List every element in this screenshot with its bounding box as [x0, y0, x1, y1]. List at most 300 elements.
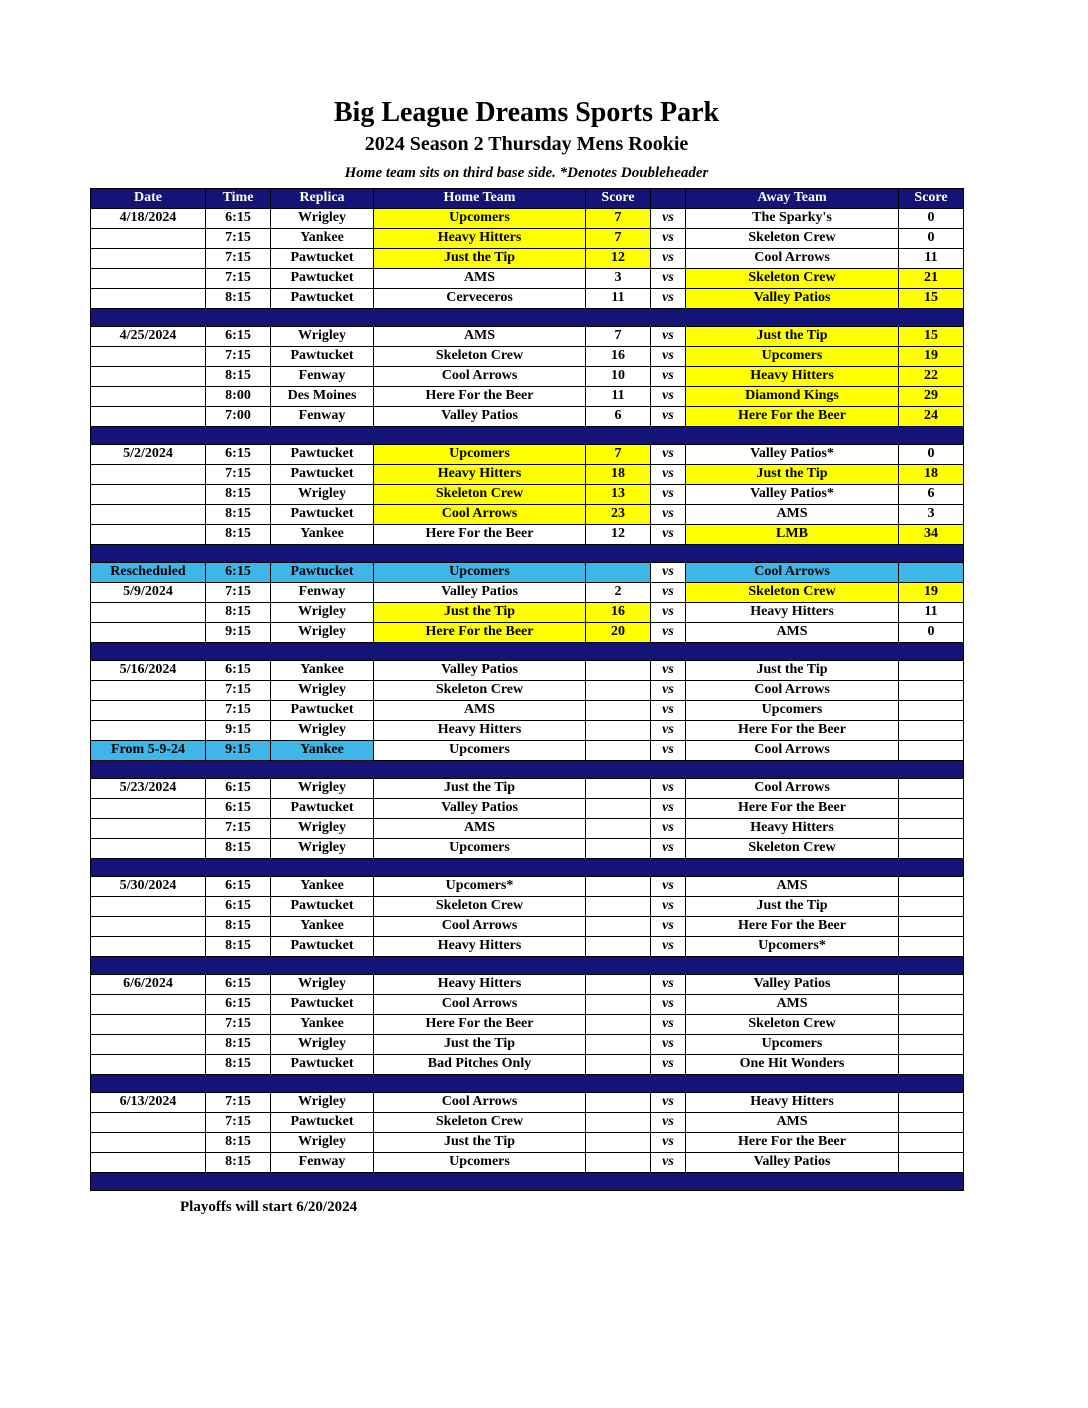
home-score-cell: 2	[586, 582, 651, 602]
replica-cell: Pawtucket	[271, 1054, 374, 1074]
away-team-cell: One Hit Wonders	[686, 1054, 899, 1074]
home-score-cell: 13	[586, 484, 651, 504]
replica-cell: Pawtucket	[271, 994, 374, 1014]
date-cell: 5/2/2024	[91, 444, 206, 464]
replica-cell: Wrigley	[271, 838, 374, 858]
away-score-cell: 15	[899, 288, 964, 308]
header-away-score: Score	[899, 188, 964, 208]
header-time: Time	[206, 188, 271, 208]
home-team-cell: Upcomers	[374, 444, 586, 464]
home-team-cell: Skeleton Crew	[374, 484, 586, 504]
time-cell: 6:15	[206, 208, 271, 228]
replica-cell: Pawtucket	[271, 936, 374, 956]
vs-cell: vs	[651, 798, 686, 818]
home-team-cell: Valley Patios	[374, 660, 586, 680]
date-cell: 5/9/2024	[91, 582, 206, 602]
home-score-cell: 7	[586, 208, 651, 228]
home-score-cell: 11	[586, 386, 651, 406]
separator-row	[91, 858, 964, 876]
replica-cell: Yankee	[271, 228, 374, 248]
vs-cell: vs	[651, 974, 686, 994]
replica-cell: Wrigley	[271, 1034, 374, 1054]
separator-row	[91, 426, 964, 444]
replica-cell: Wrigley	[271, 778, 374, 798]
away-score-cell: 22	[899, 366, 964, 386]
vs-cell: vs	[651, 582, 686, 602]
time-cell: 8:15	[206, 602, 271, 622]
separator-row	[91, 956, 964, 974]
time-cell: 7:15	[206, 582, 271, 602]
home-team-cell: Just the Tip	[374, 1132, 586, 1152]
home-team-cell: Skeleton Crew	[374, 896, 586, 916]
game-row	[91, 916, 964, 936]
home-score-cell	[586, 1092, 651, 1112]
away-team-cell: Skeleton Crew	[686, 268, 899, 288]
home-team-note: Home team sits on third base side. *Denotes Doubleheader	[344, 164, 709, 181]
away-team-cell: Here For the Beer	[686, 798, 899, 818]
vs-cell: vs	[651, 464, 686, 484]
away-score-cell: 0	[899, 444, 964, 464]
vs-cell: vs	[651, 876, 686, 896]
vs-cell: vs	[651, 896, 686, 916]
game-row	[91, 366, 964, 386]
game-row	[91, 386, 964, 406]
vs-cell: vs	[651, 838, 686, 858]
away-score-cell: 19	[899, 582, 964, 602]
separator-row	[91, 308, 964, 326]
game-row	[91, 660, 964, 680]
away-team-cell: Skeleton Crew	[686, 1014, 899, 1034]
away-score-cell	[899, 720, 964, 740]
away-score-cell	[899, 994, 964, 1014]
vs-cell: vs	[651, 444, 686, 464]
time-cell: 8:15	[206, 1034, 271, 1054]
game-row	[91, 1054, 964, 1074]
vs-cell: vs	[651, 504, 686, 524]
playoffs-note: Playoffs will start 6/20/2024	[180, 1198, 358, 1215]
time-cell: 8:15	[206, 366, 271, 386]
home-score-cell: 3	[586, 268, 651, 288]
replica-cell: Wrigley	[271, 622, 374, 642]
schedule-table-body	[91, 208, 964, 1190]
date-cell	[91, 1132, 206, 1152]
home-team-cell: AMS	[374, 700, 586, 720]
game-row	[91, 484, 964, 504]
vs-cell: vs	[651, 720, 686, 740]
vs-cell: vs	[651, 602, 686, 622]
header-home-score: Score	[586, 188, 651, 208]
separator-bar	[91, 426, 964, 444]
time-cell: 7:15	[206, 700, 271, 720]
game-row	[91, 582, 964, 602]
time-cell: 6:15	[206, 896, 271, 916]
home-team-cell: Valley Patios	[374, 798, 586, 818]
game-row	[91, 444, 964, 464]
game-row	[91, 818, 964, 838]
vs-cell: vs	[651, 680, 686, 700]
vs-cell: vs	[651, 524, 686, 544]
separator-row	[91, 1172, 964, 1190]
home-score-cell	[586, 1034, 651, 1054]
game-row	[91, 994, 964, 1014]
away-score-cell	[899, 778, 964, 798]
home-score-cell	[586, 700, 651, 720]
schedule-content	[90, 0, 963, 1216]
away-team-cell: Valley Patios	[686, 288, 899, 308]
game-row	[91, 326, 964, 346]
home-team-cell: Skeleton Crew	[374, 680, 586, 700]
time-cell: 7:00	[206, 406, 271, 426]
away-score-cell: 6	[899, 484, 964, 504]
time-cell: 7:15	[206, 228, 271, 248]
game-row	[91, 1132, 964, 1152]
away-team-cell: AMS	[686, 1112, 899, 1132]
vs-cell: vs	[651, 406, 686, 426]
replica-cell: Pawtucket	[271, 700, 374, 720]
away-team-cell: Cool Arrows	[686, 680, 899, 700]
away-team-cell: Cool Arrows	[686, 778, 899, 798]
date-cell	[91, 406, 206, 426]
away-team-cell: Just the Tip	[686, 660, 899, 680]
home-score-cell	[586, 740, 651, 760]
away-team-cell: Upcomers	[686, 1034, 899, 1054]
time-cell: 7:15	[206, 1112, 271, 1132]
away-team-cell: Here For the Beer	[686, 916, 899, 936]
time-cell: 9:15	[206, 720, 271, 740]
away-score-cell	[899, 562, 964, 582]
away-team-cell: Cool Arrows	[686, 740, 899, 760]
game-row	[91, 1092, 964, 1112]
header-date: Date	[91, 188, 206, 208]
date-cell	[91, 504, 206, 524]
separator-bar	[91, 1074, 964, 1092]
vs-cell: vs	[651, 248, 686, 268]
game-row	[91, 228, 964, 248]
home-team-cell: Cerveceros	[374, 288, 586, 308]
vs-cell: vs	[651, 208, 686, 228]
replica-cell: Pawtucket	[271, 346, 374, 366]
home-score-cell	[586, 1112, 651, 1132]
time-cell: 8:15	[206, 936, 271, 956]
away-team-cell: Just the Tip	[686, 464, 899, 484]
date-cell: 4/25/2024	[91, 326, 206, 346]
date-cell	[91, 798, 206, 818]
away-score-cell	[899, 1054, 964, 1074]
date-cell	[91, 248, 206, 268]
away-score-cell: 11	[899, 602, 964, 622]
time-cell: 6:15	[206, 798, 271, 818]
time-cell: 8:15	[206, 916, 271, 936]
home-team-cell: Upcomers	[374, 838, 586, 858]
home-score-cell: 11	[586, 288, 651, 308]
away-team-cell: Skeleton Crew	[686, 582, 899, 602]
game-row	[91, 248, 964, 268]
home-team-cell: Just the Tip	[374, 602, 586, 622]
away-score-cell: 0	[899, 228, 964, 248]
replica-cell: Wrigley	[271, 818, 374, 838]
date-cell	[91, 268, 206, 288]
page-title: Big League Dreams Sports Park	[333, 97, 720, 128]
game-row	[91, 974, 964, 994]
time-cell: 6:15	[206, 778, 271, 798]
game-row	[91, 346, 964, 366]
replica-cell: Pawtucket	[271, 798, 374, 818]
away-team-cell: Upcomers*	[686, 936, 899, 956]
away-team-cell: Skeleton Crew	[686, 838, 899, 858]
home-team-cell: Just the Tip	[374, 1034, 586, 1054]
vs-cell: vs	[651, 660, 686, 680]
away-team-cell: Heavy Hitters	[686, 1092, 899, 1112]
vs-cell: vs	[651, 288, 686, 308]
away-score-cell: 29	[899, 386, 964, 406]
replica-cell: Wrigley	[271, 720, 374, 740]
vs-cell: vs	[651, 1054, 686, 1074]
separator-bar	[91, 308, 964, 326]
home-score-cell	[586, 778, 651, 798]
time-cell: 6:15	[206, 444, 271, 464]
away-team-cell: Here For the Beer	[686, 720, 899, 740]
separator-bar	[91, 858, 964, 876]
away-score-cell: 18	[899, 464, 964, 484]
vs-cell: vs	[651, 326, 686, 346]
vs-cell: vs	[651, 916, 686, 936]
home-team-cell: AMS	[374, 268, 586, 288]
game-row	[91, 208, 964, 228]
date-cell: 6/13/2024	[91, 1092, 206, 1112]
away-score-cell	[899, 1092, 964, 1112]
vs-cell: vs	[651, 484, 686, 504]
home-team-cell: Skeleton Crew	[374, 1112, 586, 1132]
replica-cell: Pawtucket	[271, 464, 374, 484]
replica-cell: Wrigley	[271, 1092, 374, 1112]
home-team-cell: Upcomers	[374, 1152, 586, 1172]
home-team-cell: Cool Arrows	[374, 504, 586, 524]
separator-bar	[91, 956, 964, 974]
date-cell	[91, 1054, 206, 1074]
game-row	[91, 406, 964, 426]
game-row	[91, 896, 964, 916]
away-team-cell: AMS	[686, 876, 899, 896]
replica-cell: Yankee	[271, 1014, 374, 1034]
away-score-cell	[899, 974, 964, 994]
time-cell: 7:15	[206, 1014, 271, 1034]
away-team-cell: Valley Patios*	[686, 484, 899, 504]
home-team-cell: Here For the Beer	[374, 524, 586, 544]
home-score-cell	[586, 838, 651, 858]
replica-cell: Yankee	[271, 524, 374, 544]
vs-cell: vs	[651, 622, 686, 642]
home-team-cell: Valley Patios	[374, 406, 586, 426]
away-team-cell: Diamond Kings	[686, 386, 899, 406]
time-cell: 6:15	[206, 876, 271, 896]
date-cell: Rescheduled	[91, 562, 206, 582]
vs-cell: vs	[651, 1152, 686, 1172]
home-score-cell: 12	[586, 524, 651, 544]
date-cell	[91, 228, 206, 248]
game-row	[91, 464, 964, 484]
home-score-cell	[586, 936, 651, 956]
replica-cell: Fenway	[271, 366, 374, 386]
date-cell: 5/16/2024	[91, 660, 206, 680]
replica-cell: Pawtucket	[271, 268, 374, 288]
time-cell: 8:15	[206, 524, 271, 544]
away-score-cell	[899, 896, 964, 916]
home-score-cell: 10	[586, 366, 651, 386]
game-row	[91, 622, 964, 642]
replica-cell: Wrigley	[271, 484, 374, 504]
home-team-cell: Here For the Beer	[374, 1014, 586, 1034]
away-team-cell: The Sparky's	[686, 208, 899, 228]
game-row	[91, 1034, 964, 1054]
time-cell: 6:15	[206, 974, 271, 994]
home-team-cell: Cool Arrows	[374, 994, 586, 1014]
replica-cell: Fenway	[271, 1152, 374, 1172]
away-team-cell: Cool Arrows	[686, 562, 899, 582]
away-team-cell: Upcomers	[686, 346, 899, 366]
replica-cell: Wrigley	[271, 326, 374, 346]
home-score-cell: 23	[586, 504, 651, 524]
home-score-cell: 12	[586, 248, 651, 268]
home-score-cell	[586, 896, 651, 916]
home-team-cell: Heavy Hitters	[374, 464, 586, 484]
home-team-cell: Here For the Beer	[374, 386, 586, 406]
date-cell: 5/23/2024	[91, 778, 206, 798]
replica-cell: Wrigley	[271, 974, 374, 994]
time-cell: 8:15	[206, 1054, 271, 1074]
away-score-cell	[899, 740, 964, 760]
date-cell	[91, 622, 206, 642]
home-score-cell	[586, 1132, 651, 1152]
replica-cell: Wrigley	[271, 208, 374, 228]
time-cell: 8:15	[206, 838, 271, 858]
time-cell: 7:15	[206, 248, 271, 268]
replica-cell: Pawtucket	[271, 288, 374, 308]
home-score-cell: 16	[586, 346, 651, 366]
game-row	[91, 680, 964, 700]
date-cell	[91, 484, 206, 504]
replica-cell: Fenway	[271, 582, 374, 602]
away-team-cell: Upcomers	[686, 700, 899, 720]
away-score-cell	[899, 1132, 964, 1152]
replica-cell: Wrigley	[271, 1132, 374, 1152]
home-score-cell: 16	[586, 602, 651, 622]
away-score-cell	[899, 1014, 964, 1034]
vs-cell: vs	[651, 778, 686, 798]
game-row	[91, 602, 964, 622]
date-cell: 4/18/2024	[91, 208, 206, 228]
date-cell	[91, 366, 206, 386]
date-cell	[91, 896, 206, 916]
home-score-cell	[586, 562, 651, 582]
home-team-cell: Upcomers	[374, 562, 586, 582]
replica-cell: Yankee	[271, 916, 374, 936]
game-row	[91, 1152, 964, 1172]
away-score-cell	[899, 818, 964, 838]
replica-cell: Pawtucket	[271, 1112, 374, 1132]
home-score-cell	[586, 660, 651, 680]
date-cell	[91, 838, 206, 858]
separator-row	[91, 1074, 964, 1092]
time-cell: 6:15	[206, 326, 271, 346]
replica-cell: Yankee	[271, 740, 374, 760]
home-team-cell: Heavy Hitters	[374, 936, 586, 956]
time-cell: 8:15	[206, 1132, 271, 1152]
away-team-cell: AMS	[686, 994, 899, 1014]
game-row	[91, 268, 964, 288]
home-team-cell: Cool Arrows	[374, 916, 586, 936]
replica-cell: Wrigley	[271, 680, 374, 700]
date-cell	[91, 1014, 206, 1034]
vs-cell: vs	[651, 740, 686, 760]
replica-cell: Pawtucket	[271, 444, 374, 464]
home-score-cell	[586, 1014, 651, 1034]
home-score-cell: 18	[586, 464, 651, 484]
game-row	[91, 798, 964, 818]
date-cell	[91, 602, 206, 622]
time-cell: 8:15	[206, 484, 271, 504]
home-team-cell: Cool Arrows	[374, 366, 586, 386]
date-cell	[91, 524, 206, 544]
vs-cell: vs	[651, 386, 686, 406]
schedule-table	[90, 188, 964, 1191]
game-row	[91, 740, 964, 760]
game-row	[91, 1014, 964, 1034]
replica-cell: Yankee	[271, 660, 374, 680]
home-score-cell	[586, 916, 651, 936]
date-cell	[91, 916, 206, 936]
home-team-cell: Valley Patios	[374, 582, 586, 602]
home-team-cell: Bad Pitches Only	[374, 1054, 586, 1074]
replica-cell: Fenway	[271, 406, 374, 426]
date-cell	[91, 386, 206, 406]
game-row	[91, 838, 964, 858]
separator-row	[91, 760, 964, 778]
game-row	[91, 700, 964, 720]
away-score-cell: 34	[899, 524, 964, 544]
home-score-cell	[586, 680, 651, 700]
away-team-cell: LMB	[686, 524, 899, 544]
separator-bar	[91, 642, 964, 660]
home-score-cell	[586, 974, 651, 994]
home-team-cell: AMS	[374, 326, 586, 346]
header-away-team: Away Team	[686, 188, 899, 208]
time-cell: 7:15	[206, 680, 271, 700]
away-team-cell: Here For the Beer	[686, 406, 899, 426]
separator-bar	[91, 1172, 964, 1190]
home-score-cell	[586, 994, 651, 1014]
vs-cell: vs	[651, 268, 686, 288]
away-score-cell: 19	[899, 346, 964, 366]
separator-bar	[91, 760, 964, 778]
vs-cell: vs	[651, 1112, 686, 1132]
home-score-cell	[586, 1054, 651, 1074]
away-team-cell: Valley Patios	[686, 974, 899, 994]
home-team-cell: Skeleton Crew	[374, 346, 586, 366]
vs-cell: vs	[651, 228, 686, 248]
replica-cell: Wrigley	[271, 602, 374, 622]
game-row	[91, 778, 964, 798]
replica-cell: Pawtucket	[271, 504, 374, 524]
date-cell	[91, 1112, 206, 1132]
date-cell	[91, 346, 206, 366]
home-score-cell	[586, 818, 651, 838]
time-cell: 9:15	[206, 740, 271, 760]
home-team-cell: Heavy Hitters	[374, 228, 586, 248]
home-score-cell	[586, 1152, 651, 1172]
home-team-cell: Upcomers	[374, 208, 586, 228]
header-home-team: Home Team	[374, 188, 586, 208]
vs-cell: vs	[651, 366, 686, 386]
